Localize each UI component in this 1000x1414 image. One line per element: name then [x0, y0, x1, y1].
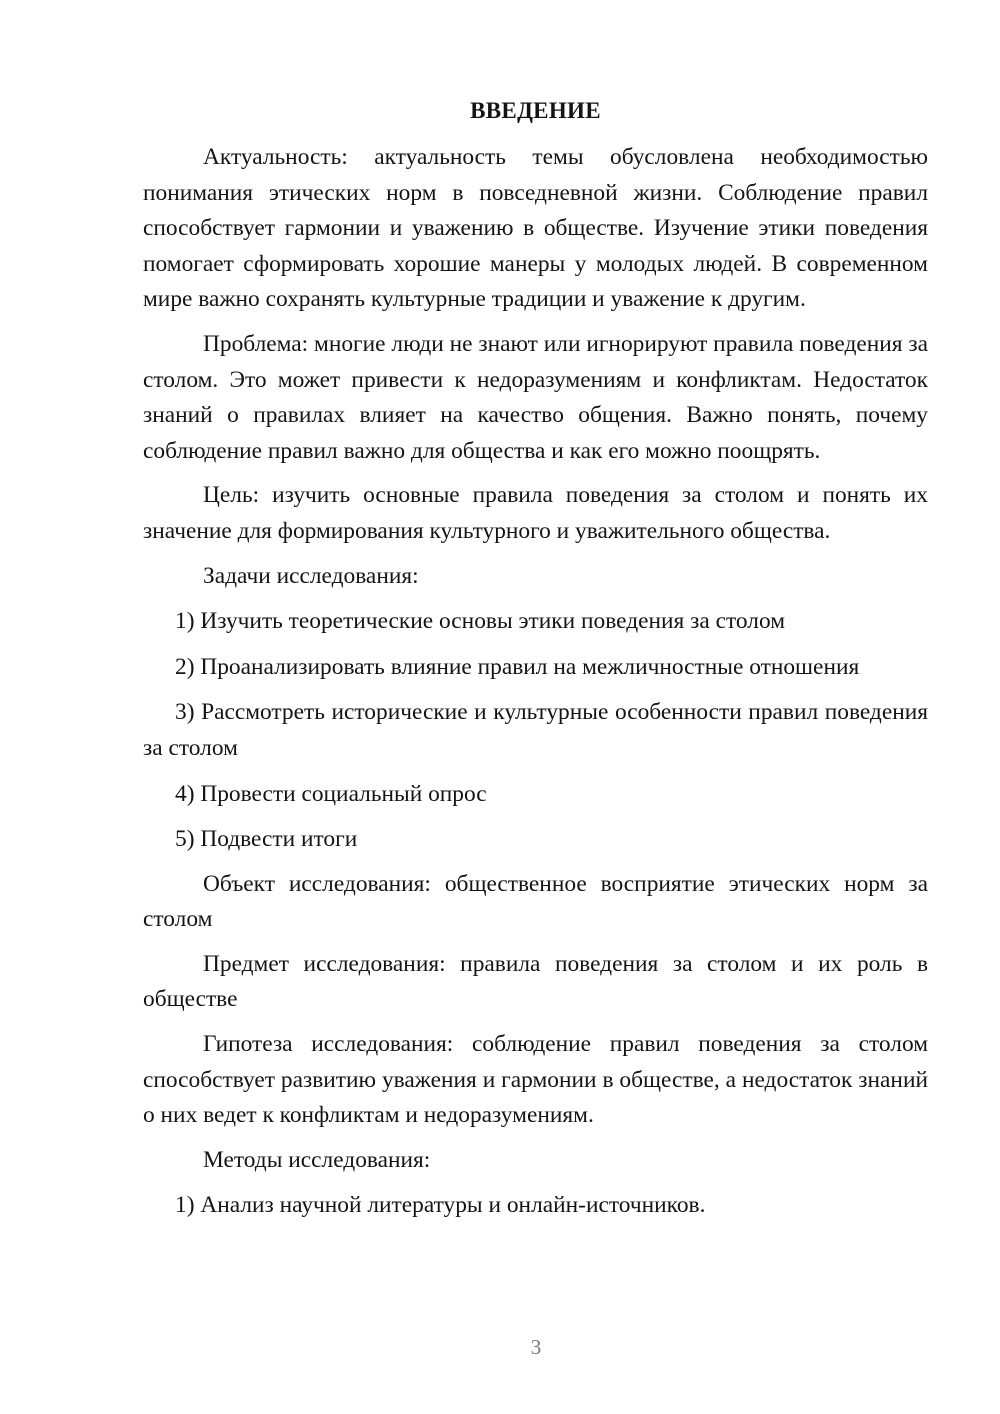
- relevance-paragraph: Актуальность: актуальность темы обусловлена необходимостью понимания этических норм в повседневной жизни. Соблюдение правил способствует гармонии и уважению в обществе. Изучение этики поведения помогает сформировать хорошие манеры у молодых людей. В современном мире важно сохранять культурные традиции и уважение к другим.: [143, 144, 928, 313]
- subject-paragraph: Предмет исследования: правила поведения за столом и их роль в обществе: [143, 950, 928, 1013]
- list-item: 1) Анализ научной литературы и онлайн-источников.: [175, 1192, 706, 1219]
- list-item: 4) Провести социальный опрос: [175, 780, 487, 807]
- page-content: [143, 96, 928, 1224]
- problem-paragraph: Проблема: многие люди не знают или игнорируют правила поведения за столом. Это может привести к недоразумениям и конфликтам. Недостаток знаний о правилах влияет на качество общения. Важно понять, почему соблюдение правил важно для общества и как его можно поощрять.: [143, 330, 928, 464]
- methods-list: [143, 1188, 928, 1224]
- section-heading: ВВЕДЕНИЕ: [470, 98, 601, 123]
- list-item: 3) Рассмотреть исторические и культурные особенности правил поведения за столом: [143, 699, 928, 761]
- object-paragraph: Объект исследования: общественное восприятие этических норм за столом: [143, 870, 928, 933]
- list-item: 2) Проанализировать влияние правил на межличностные отношения: [175, 653, 860, 680]
- page-number: 3: [530, 1335, 542, 1359]
- methods-heading: Методы исследования:: [203, 1146, 431, 1173]
- list-item: 5) Подвести итоги: [175, 826, 358, 853]
- hypothesis-paragraph: Гипотеза исследования: соблюдение правил поведения за столом способствует развитию уважения и гармонии в обществе, а недостаток знаний о них ведет к конфликтам и недоразумениям.: [143, 1031, 928, 1129]
- tasks-heading: Задачи исследования:: [203, 562, 419, 589]
- tasks-list: [143, 604, 928, 858]
- list-item: 1) Изучить теоретические основы этики поведения за столом: [175, 608, 786, 635]
- goal-paragraph: Цель: изучить основные правила поведения за столом и понять их значение для формирования культурного и уважительного общества.: [143, 482, 928, 544]
